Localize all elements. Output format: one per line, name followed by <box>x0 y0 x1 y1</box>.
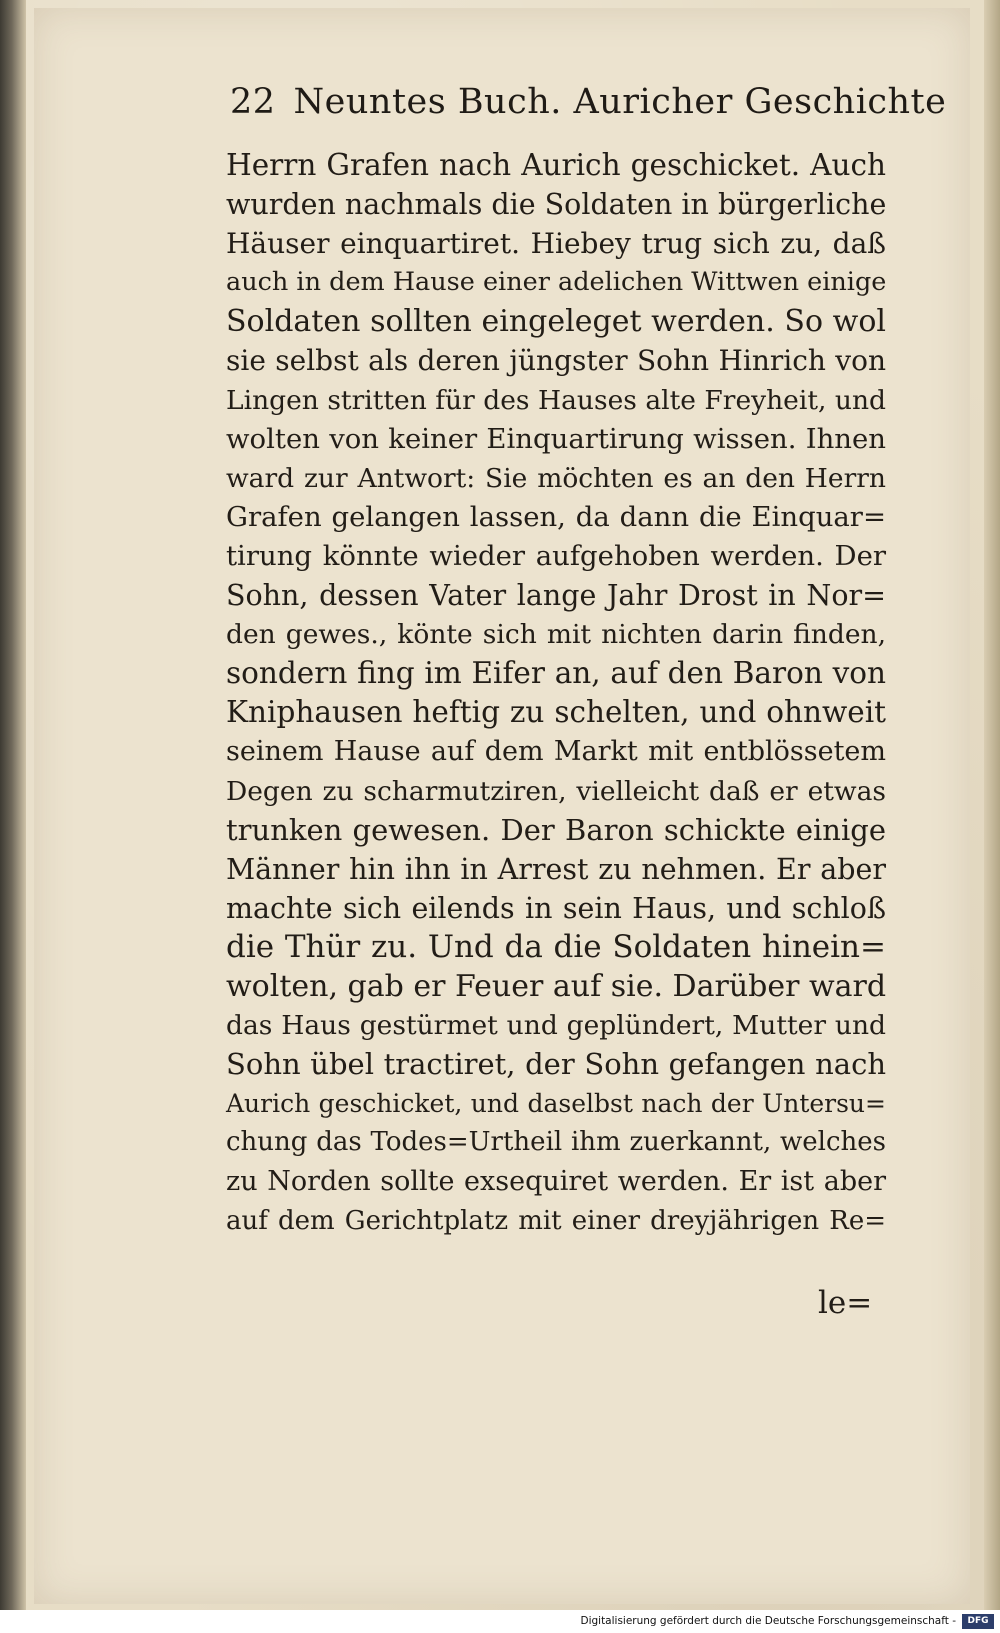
text-line: Sohn, dessen Vater lange Jahr Drost in Nor= <box>226 579 886 613</box>
text-line: ward zur Antwort: Sie möchten es an den Herrn <box>226 462 886 494</box>
text-line: die Thür zu. Und da die Soldaten hinein= <box>226 928 886 965</box>
funding-credit: Digitalisierung gefördert durch die Deutsche Forschungsgemeinschaft - <box>580 1615 956 1627</box>
text-line: sondern fing im Eifer an, auf den Baron von <box>226 656 886 691</box>
text-line: den gewes., könte sich mit nichten darin finden, <box>226 619 886 651</box>
text-line: tirung könnte wieder aufgehoben werden. Der <box>226 539 886 572</box>
dfg-logo: DFG <box>962 1614 994 1629</box>
text-line: wolten, gab er Feuer auf sie. Darüber ward <box>226 968 887 1004</box>
page-fore-edge <box>984 0 1000 1610</box>
page-number: 22 <box>230 82 276 122</box>
text-line: Sohn übel tractiret, der Sohn gefangen nach <box>226 1047 886 1082</box>
catchword: le= <box>818 1285 873 1321</box>
text-line: zu Norden sollte exsequiret werden. Er ist aber <box>226 1166 886 1198</box>
text-line: Männer hin ihn in Arrest zu nehmen. Er aber <box>226 852 886 886</box>
text-line: Kniphausen heftig zu schelten, und ohnweit <box>226 695 886 730</box>
text-line: trunken gewesen. Der Baron schickte einige <box>226 812 886 847</box>
text-line: machte sich eilends in sein Haus, und schloß <box>226 891 886 925</box>
text-line: chung das Todes=Urtheil ihm zuerkannt, welches <box>226 1127 886 1158</box>
text-line: seinem Hause auf dem Markt mit entblössetem <box>226 736 886 768</box>
digitization-footer <box>0 1612 1000 1633</box>
text-line: wurden nachmals die Soldaten in bürgerliche <box>226 188 887 222</box>
text-line: das Haus gestürmet und geplündert, Mutter und <box>226 1010 886 1042</box>
running-header <box>230 82 947 122</box>
text-line: Grafen gelangen lassen, da dann die Einquar= <box>226 500 886 533</box>
text-line: Herrn Grafen nach Aurich geschicket. Auch <box>226 148 886 182</box>
book-spine-edge <box>0 0 26 1610</box>
text-line: auch in dem Hause einer adelichen Wittwen einige <box>226 267 887 298</box>
text-line: Aurich geschicket, und daselbst nach der Untersu= <box>226 1089 886 1119</box>
text-line: Lingen stritten für des Hauses alte Freyheit, und <box>226 384 886 416</box>
text-line: wolten von keiner Einquartirung wissen. Ihnen <box>226 422 886 455</box>
running-title: Neuntes Buch. Auricher Geschichte <box>293 82 947 122</box>
body-text <box>226 146 886 1241</box>
text-line: auf dem Gerichtplatz mit einer dreyjährigen Re= <box>226 1205 886 1236</box>
text-line: sie selbst als deren jüngster Sohn Hinrich von <box>226 344 886 378</box>
text-line: Häuser einquartiret. Hiebey trug sich zu, daß <box>226 227 886 261</box>
text-line: Degen zu scharmutziren, vielleicht daß er etwas <box>226 775 886 807</box>
text-line: Soldaten sollten eingeleget werden. So wol <box>226 304 886 340</box>
